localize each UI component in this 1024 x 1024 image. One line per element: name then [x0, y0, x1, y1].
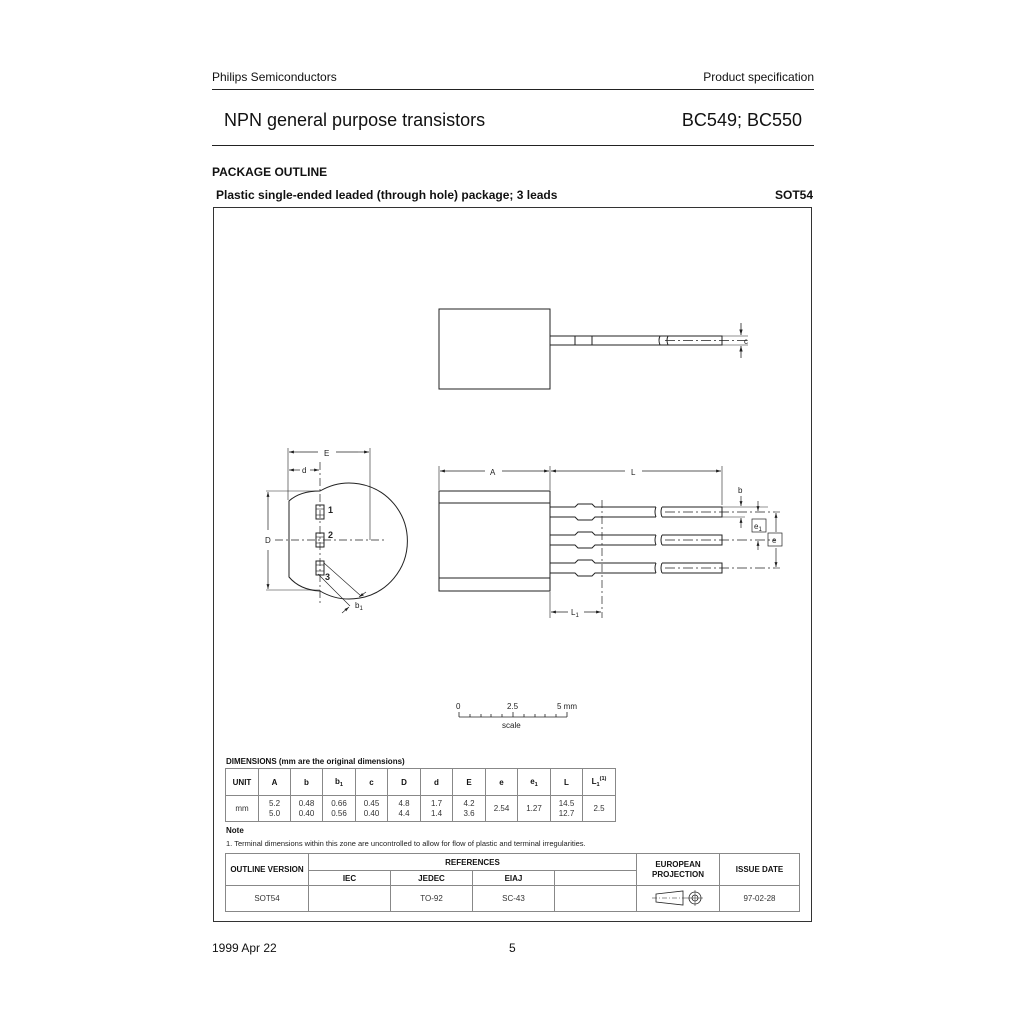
dim-value-max: 4.8 [398, 798, 410, 808]
european-projection-icon [648, 889, 708, 907]
dim-value-cell [583, 796, 616, 822]
dim-label-b1: $b_1$ [355, 601, 363, 612]
cell-jedec: TO-92 [391, 886, 473, 912]
dim-header-cell [323, 769, 356, 796]
dim-value-cell [226, 796, 259, 822]
dim-header-cell [453, 769, 486, 796]
dim-value-min: 0.40 [298, 808, 315, 818]
dim-header-base: L [591, 777, 597, 786]
dim-value-max: 0.66 [331, 798, 347, 808]
header-outline-version: OUTLINE VERSION [226, 854, 309, 886]
dim-header-cell [551, 769, 583, 796]
dim-header-sub: 1 [596, 782, 600, 788]
dim-value-max: 1.7 [430, 798, 443, 808]
dimensions-header-row [226, 769, 616, 796]
dim-value-min: 1.4 [430, 808, 443, 818]
dim-value-max: 4.2 [463, 798, 475, 808]
cell-european-projection [637, 886, 720, 912]
header-european-projection: EUROPEAN PROJECTION [637, 854, 720, 886]
dim-header-cell [259, 769, 291, 796]
dim-label-e: e [772, 536, 777, 545]
scale-caption: scale [502, 721, 521, 730]
dim-value-min: 3.6 [463, 808, 475, 818]
dim-label-b: b [738, 486, 743, 495]
dim-header-cell [486, 769, 518, 796]
dim-header-base: b [334, 776, 340, 786]
dim-header-base: D [401, 777, 407, 787]
cell-blank [555, 886, 637, 912]
scale-tick-mid: 2.5 [507, 702, 519, 711]
end-view [266, 448, 407, 613]
dim-header-base: A [271, 777, 278, 787]
scale-bar [459, 712, 567, 717]
pin-label-3: 3 [325, 572, 331, 582]
dim-label-c: c [744, 337, 748, 346]
dim-value-max: 14.5 [558, 798, 575, 808]
header-iec: IEC [309, 871, 391, 886]
header-references: REFERENCES [309, 854, 637, 871]
footer-date: 1999 Apr 22 [212, 941, 277, 955]
header-jedec: JEDEC [391, 871, 473, 886]
references-table [225, 853, 800, 912]
header-blank [555, 871, 637, 886]
dim-header-base: E [466, 777, 472, 787]
dim-header-sub: 1 [534, 781, 538, 788]
scale-tick-0: 0 [456, 702, 461, 711]
dim-value-min: 0.56 [331, 808, 347, 818]
dim-label-D: D [265, 536, 271, 545]
dim-value-max: 1.27 [526, 803, 542, 813]
header-doc-type: Product specification [703, 70, 814, 84]
section-heading: PACKAGE OUTLINE [212, 165, 328, 179]
dim-value-max: 0.45 [363, 798, 380, 808]
dim-value-max: 2.54 [493, 803, 510, 813]
cell-eiaj: SC-43 [473, 886, 555, 912]
dim-header-sup: (1) [599, 776, 607, 782]
package-code: SOT54 [774, 188, 813, 202]
dim-header-sub: 1 [339, 781, 343, 788]
dim-header-base: c [369, 777, 374, 787]
pin-label-2: 2 [328, 530, 334, 540]
dim-value-max: 2.5 [593, 803, 605, 813]
header-eiaj: EIAJ [473, 871, 555, 886]
dim-value-cell [421, 796, 453, 822]
note-heading: Note [226, 826, 244, 835]
dim-value-cell [518, 796, 551, 822]
dim-value-cell [356, 796, 388, 822]
dim-header-base: UNIT [232, 777, 252, 787]
dim-label-e1: $e_1$ [754, 522, 762, 533]
dimensions-value-row [226, 796, 616, 822]
note-text: 1. Terminal dimensions within this zone are uncontrolled to allow for flow of plastic and terminal irregularities. [226, 839, 586, 848]
dim-value-min: 5.0 [268, 808, 281, 818]
dim-header-base: e [499, 777, 504, 787]
side-view [439, 309, 750, 389]
package-description: Plastic single-ended leaded (through hole) package; 3 leads [216, 188, 558, 202]
dim-header-cell [291, 769, 323, 796]
cell-issue-date: 97-02-28 [720, 886, 800, 912]
dim-value-max: 5.2 [268, 798, 281, 808]
dim-label-d: d [302, 466, 307, 475]
header-company: Philips Semiconductors [212, 70, 337, 84]
dim-header-cell [421, 769, 453, 796]
dim-value-cell [388, 796, 421, 822]
footer-page-number: 5 [509, 941, 516, 955]
dim-value-cell [323, 796, 356, 822]
dim-header-cell [388, 769, 421, 796]
front-view [439, 466, 782, 618]
scale-tick-end: 5 mm [557, 702, 577, 711]
dim-header-cell [518, 769, 551, 796]
dim-header-cell [583, 769, 616, 796]
dim-value-cell [551, 796, 583, 822]
dim-label-E: E [324, 449, 330, 458]
dim-label-L: L [631, 468, 636, 477]
dim-label-A: A [490, 468, 496, 477]
dimensions-title: DIMENSIONS (mm are the original dimensions) [226, 757, 405, 766]
header-issue-date: ISSUE DATE [720, 854, 800, 886]
part-numbers: BC549; BC550 [681, 110, 802, 130]
cell-outline-version: SOT54 [226, 886, 309, 912]
dim-header-base: d [434, 777, 439, 787]
dim-header-base: e [530, 776, 535, 786]
dim-value-cell [453, 796, 486, 822]
dim-value-min: 12.7 [558, 808, 575, 818]
dim-label-L1: $L_1$ [571, 608, 579, 619]
dim-value-cell [259, 796, 291, 822]
dimensions-table [225, 768, 616, 822]
dim-header-cell [356, 769, 388, 796]
cell-iec [309, 886, 391, 912]
pin-label-1: 1 [328, 505, 334, 515]
dim-value-cell [291, 796, 323, 822]
dim-value-max: 0.48 [298, 798, 315, 808]
page-title: NPN general purpose transistors [224, 110, 486, 130]
dim-header-cell [226, 769, 259, 796]
dim-header-base: L [564, 777, 569, 787]
dim-value-min: 4.4 [398, 808, 410, 818]
dim-value-cell [486, 796, 518, 822]
dim-value-max: mm [235, 803, 249, 813]
dim-value-min: 0.40 [363, 808, 380, 818]
dim-header-base: b [304, 777, 309, 787]
